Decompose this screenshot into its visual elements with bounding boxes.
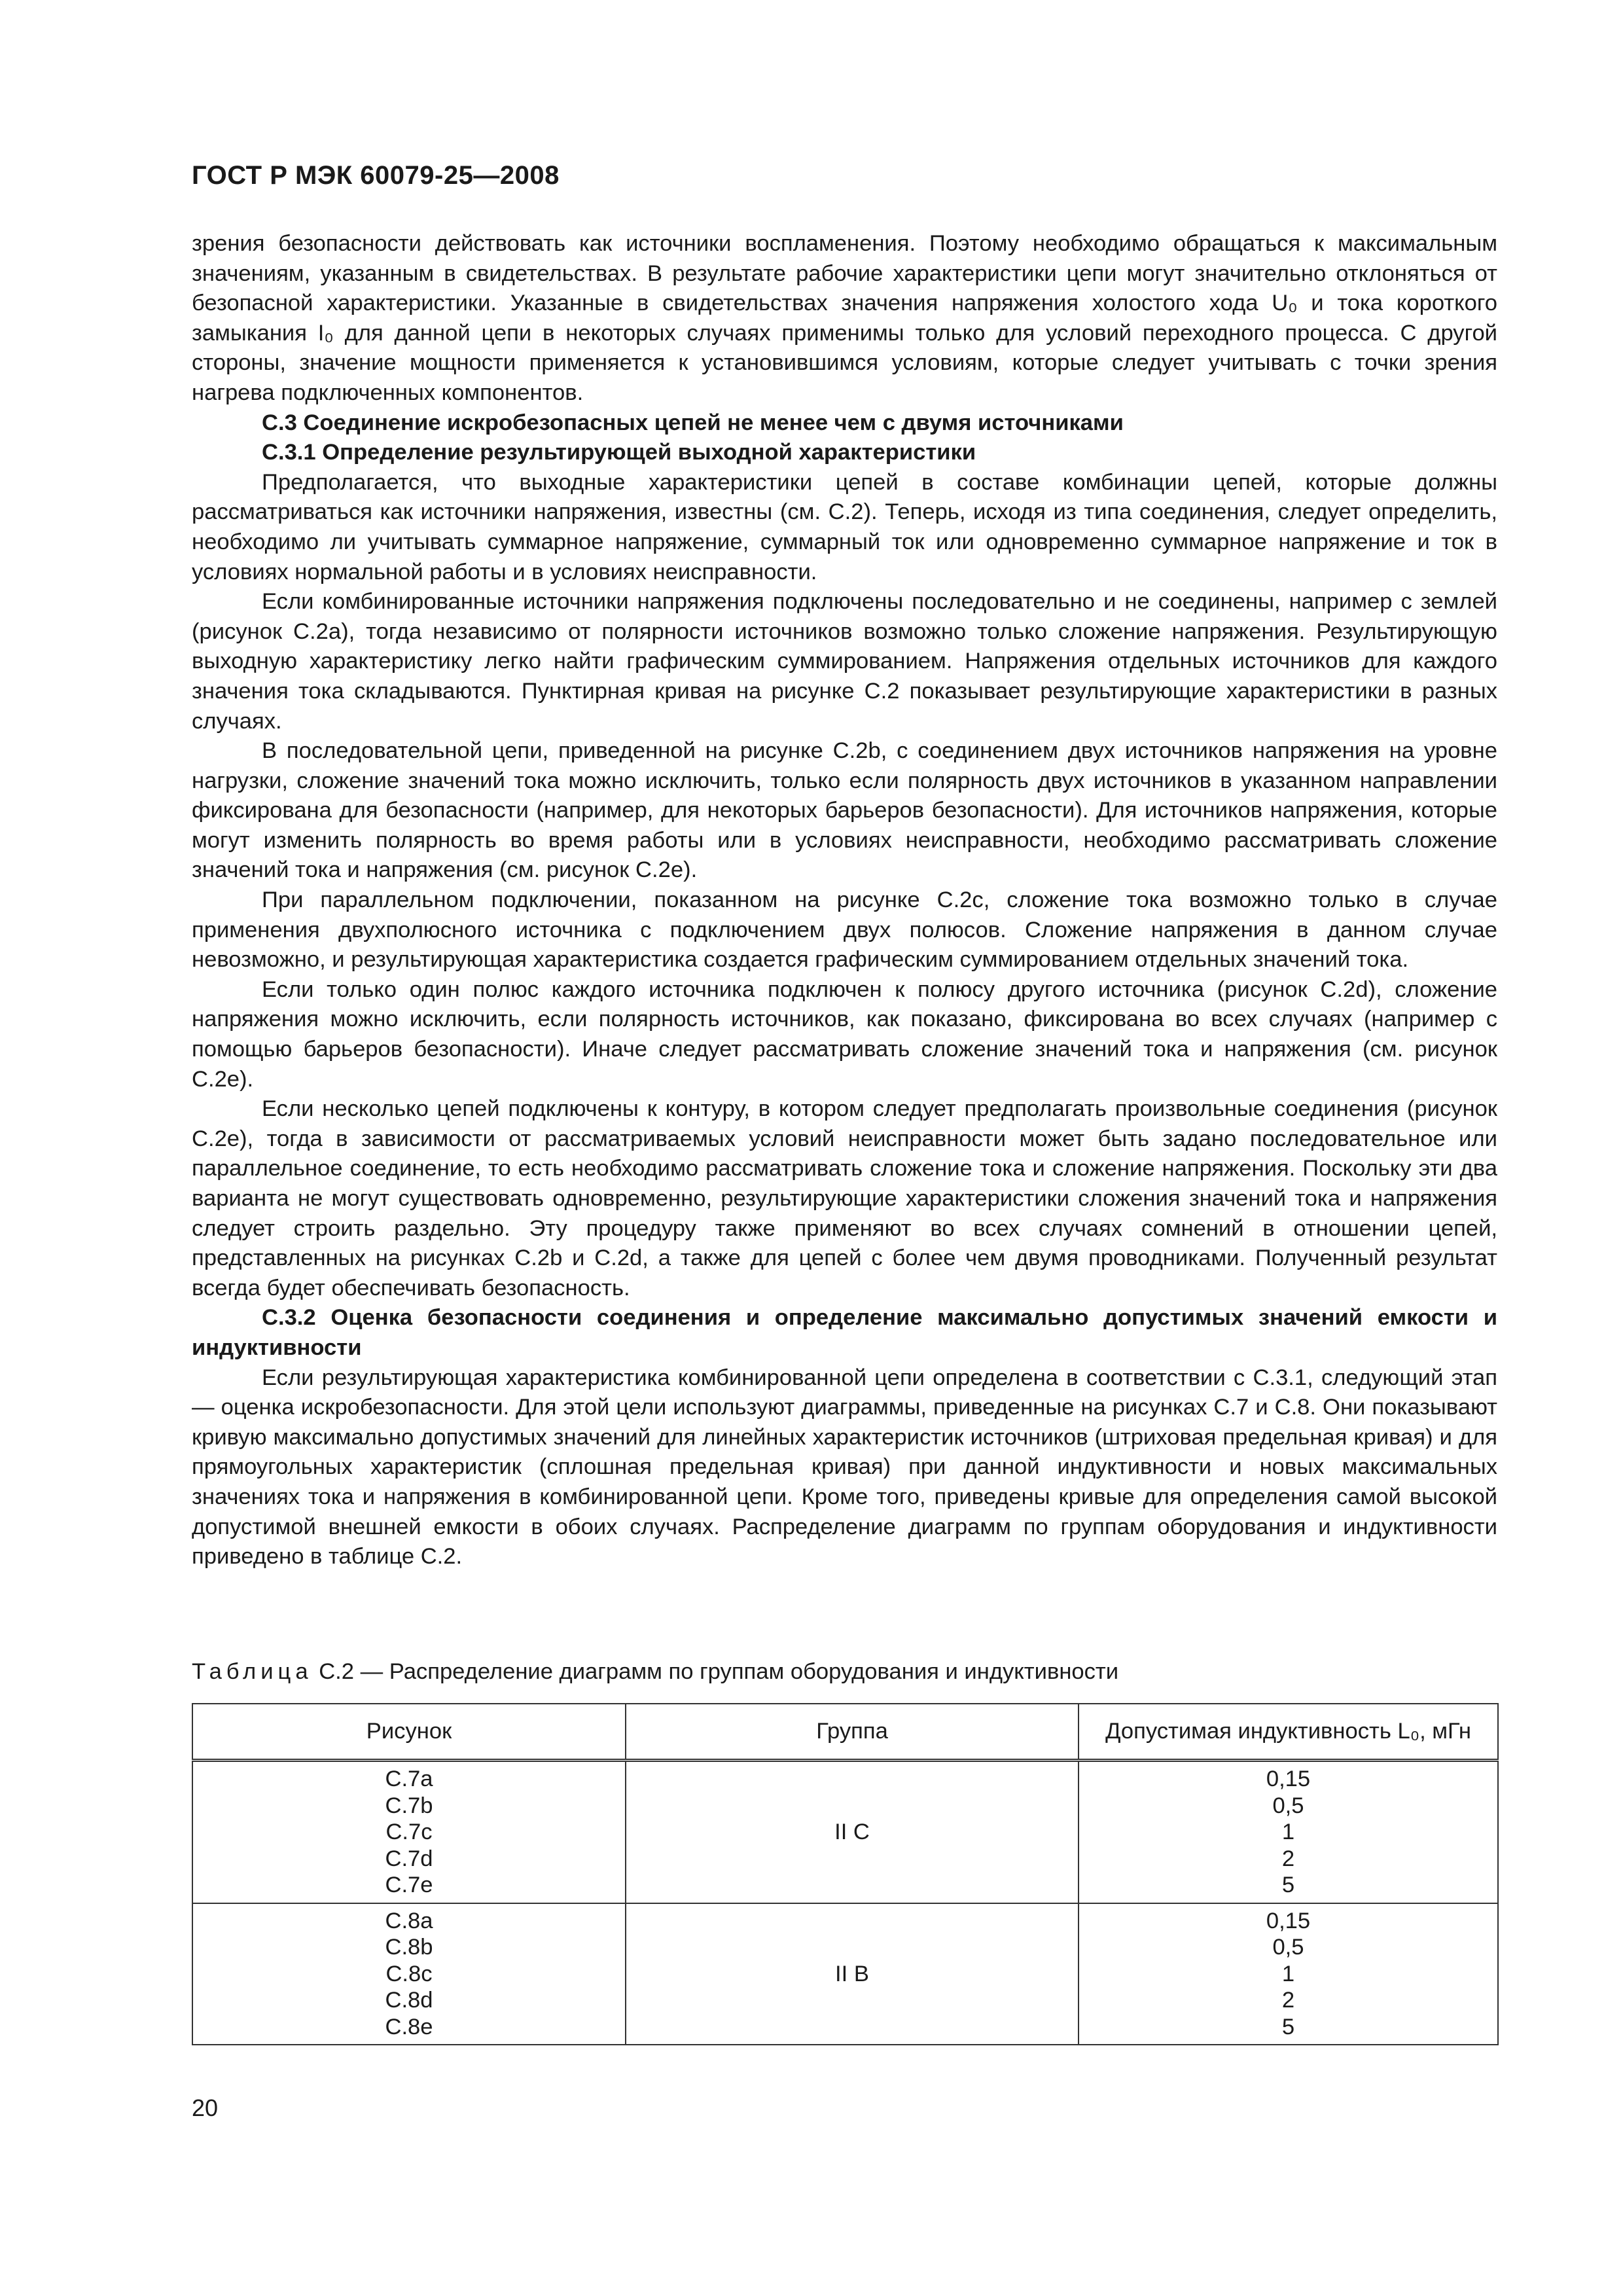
paragraph: При параллельном подключении, показанном на рисунке С.2с, сложение тока возможно только в случае применения двухполюсного источника с подключением двух полюсов. Сложение напряжения в данном случае невозможно, и результирующая характеристика создается графическим суммированием отдельных значений тока. [192,888,1497,973]
paragraph: Если результирующая характеристика комбинированной цепи определена в соответствии с С.3.1, следующий этап — оценка искробезопасности. Для этой цели используют диаграммы, приведенные на рисунках С.7 и С.8. Они показывают кривую максимально допустимых значений для линейных характеристик источников (штриховая предельная кривая) и для прямоугольных характеристик (сплошная предельная кривая) при данной индуктивности и новых максимальных значениях тока и напряжения в комбинированной цепи. Кроме того, приведены кривые для определения самой высокой допустимой внешней емкости в обоих случаях. Распределение диаграмм по группам оборудования и индуктивности приведено в таблице С.2. [192,1365,1497,1570]
paragraph: Предполагается, что выходные характеристики цепей в составе комбинации цепей, которые должны рассматриваться как источники напряжения, известны (см. С.2). Теперь, исходя из типа соединения, следует определить, необходимо ли учитывать суммарное напряжение, суммарный ток или одновременно суммарное напряжение и ток в условиях нормальной работы и в условиях неисправности. [192,469,1497,584]
inductance-value: 5 [1281,1873,1295,1897]
inductance-value: 0,15 [1266,1767,1311,1791]
paragraph: Если только один полюс каждого источника подключен к полюсу другого источника (рисунок С.2d), сложение напряжения можно исключить, если полярность источников, как показано, фиксирована во всех случаях (например с помощью барьеров безопасности). Иначе следует рассматривать сложение значений тока и напряжения (см. рисунок С.2е). [192,977,1497,1092]
figure-label: С.8а [385,1908,433,1933]
inductance-value: 1 [1281,1820,1295,1844]
paragraph: зрения безопасности действовать как источники воспламенения. Поэтому необходимо обращаться к максимальным значениям, указанным в свидетельствах. В результате рабочие характеристики цепи могут значительно отклоняться от безопасной характеристики. Указанные в свидетельствах значения напряжения холостого хода U₀ и тока короткого замыкания I₀ для данной цепи в некоторых случаях применимы только для условий переходного процесса. С другой стороны, значение мощности применяется к установившимся условиям, которые следует учитывать с точки зрения нагрева подключенных компонентов. [192,231,1497,405]
figure-label: С.8е [385,2014,433,2039]
inductance-cell [1079,1761,1498,1903]
figure-label: С.8с [385,1961,433,1986]
section-heading-c31: С.3.1 Определение результирующей выходной характеристики [262,440,976,465]
inductance-value: 5 [1281,2014,1295,2039]
distribution-table [192,1703,1499,2045]
column-header-inductance: Допустимая индуктивность L₀, мГн [1079,1704,1498,1761]
group-cell: II B [626,1903,1079,2045]
inductance-value: 0,5 [1272,1793,1304,1818]
table-caption [192,1657,1118,1687]
column-header-group: Группа [626,1704,1079,1761]
section-heading-c32: С.3.2 Оценка безопасности соединения и определение максимально допустимых значений емкости и индуктивности [192,1305,1497,1360]
page-number: 20 [192,2094,219,2121]
inductance-value: 0,15 [1266,1908,1311,1933]
figure-label: С.7е [385,1873,433,1897]
body-text [192,229,1497,1572]
table-caption-text: С.2 — Распределение диаграмм по группам оборудования и индуктивности [319,1659,1119,1684]
figure-cell [192,1903,626,2045]
figure-label: С.7d [385,1846,433,1871]
inductance-value: 2 [1281,1988,1295,2013]
figure-cell [192,1761,626,1903]
document-header: ГОСТ Р МЭК 60079-25—2008 [192,161,560,190]
inductance-value: 2 [1281,1846,1295,1871]
paragraph: Если комбинированные источники напряжения подключены последовательно и не соединены, например с землей (рисунок С.2а), тогда независимо от полярности источников возможно только сложение напряжения. Результирующую выходную характеристику легко найти графическим суммированием. Напряжения отдельных источников для каждого значения тока складываются. Пунктирная кривая на рисунке С.2 показывает результирующие характеристики в разных случаях. [192,589,1497,734]
paragraph: В последовательной цепи, приведенной на рисунке С.2b, с соединением двух источников напряжения на уровне нагрузки, сложение значений тока можно исключить, только если полярность двух источников в указанном направлении фиксирована для безопасности (например, для некоторых барьеров безопасности). Для источников напряжения, которые могут изменить полярность во время работы или в условиях неисправности, необходимо рассматривать сложение значений тока и напряжения (см. рисунок С.2е). [192,738,1497,883]
figure-label: С.7с [385,1820,433,1844]
figure-label: С.7b [385,1793,433,1818]
figure-label: С.7а [385,1767,433,1791]
group-cell: II C [626,1761,1079,1903]
table-row [192,1761,1498,1903]
inductance-cell [1079,1903,1498,2045]
column-header-figure: Рисунок [192,1704,626,1761]
figure-label: С.8d [385,1988,433,2013]
table-row [192,1903,1498,2045]
table-caption-label: Таблица [192,1659,313,1684]
section-heading-c3: С.3 Соединение искробезопасных цепей не менее чем с двумя источниками [262,410,1124,435]
figure-label: С.8b [385,1935,433,1960]
table-header-row [192,1704,1498,1761]
inductance-value: 0,5 [1272,1935,1304,1960]
paragraph: Если несколько цепей подключены к контуру, в котором следует предполагать произвольные соединения (рисунок С.2е), тогда в зависимости от рассматриваемых условий неисправности может быть задано последовательное или параллельное соединение, то есть необходимо рассматривать сложение тока и сложение напряжения. Поскольку эти два варианта не могут существовать одновременно, результирующие характеристики сложения значений тока и напряжения следует строить раздельно. Эту процедуру также применяют во всех случаях сомнений в отношении цепей, представленных на рисунках С.2b и С.2d, а также для цепей с более чем двумя проводниками. Полученный результат всегда будет обеспечивать безопасность. [192,1096,1497,1300]
inductance-value: 1 [1281,1961,1295,1986]
